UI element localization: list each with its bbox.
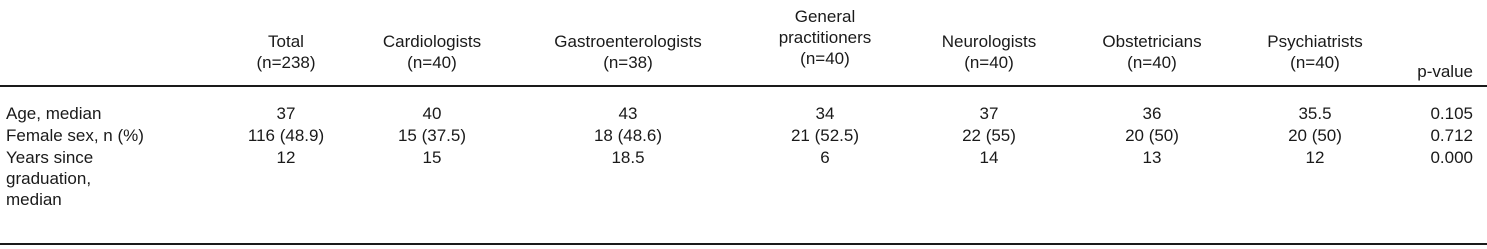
column-header-total: Total (n=238)	[256, 32, 316, 72]
header-top-rule	[0, 85, 1487, 87]
table-cell: 15	[422, 148, 442, 167]
column-header-neurologists: Neurologists (n=40)	[941, 32, 1037, 72]
column-header-obstetricians: Obstetricians (n=40)	[1102, 32, 1202, 72]
table-cell: 18 (48.6)	[593, 126, 663, 145]
table-cell: 21 (52.5)	[790, 126, 860, 145]
table-cell: 37	[979, 104, 999, 123]
table-cell: 34	[815, 104, 835, 123]
table-cell: 6	[820, 148, 830, 167]
column-header-cardiologists: Cardiologists (n=40)	[382, 32, 482, 72]
table-cell: 37	[276, 104, 296, 123]
pvalue-cell: 0.000	[1430, 148, 1473, 167]
table-cell: 12	[1305, 148, 1325, 167]
pvalue-cell: 0.105	[1430, 104, 1473, 123]
table-bottom-rule	[0, 243, 1487, 245]
column-header-psychiatrists: Psychiatrists (n=40)	[1267, 32, 1363, 72]
table-cell: 40	[422, 104, 442, 123]
row-label-age-median: Age, median	[6, 104, 102, 123]
table-cell: 36	[1142, 104, 1162, 123]
table-cell: 20 (50)	[1125, 126, 1179, 145]
row-label-female-sex: Female sex, n (%)	[6, 126, 144, 145]
table-cell: 15 (37.5)	[397, 126, 467, 145]
row-label-years-since-graduation: Years since graduation, median	[6, 148, 94, 209]
column-header-general-practitioners: General practitioners (n=40)	[778, 7, 872, 68]
table-cell: 43	[618, 104, 638, 123]
table-cell: 14	[979, 148, 999, 167]
table-cell: 35.5	[1298, 104, 1332, 123]
table-cell: 18.5	[611, 148, 645, 167]
table-cell: 22 (55)	[962, 126, 1016, 145]
column-header-gastroenterologists: Gastroenterologists (n=38)	[554, 32, 702, 72]
pvalue-cell: 0.712	[1430, 126, 1473, 145]
column-header-pvalue: p-value	[1417, 62, 1473, 81]
table-cell: 20 (50)	[1288, 126, 1342, 145]
table-cell: 116 (48.9)	[247, 126, 325, 145]
table-cell: 13	[1142, 148, 1162, 167]
table-cell: 12	[276, 148, 296, 167]
